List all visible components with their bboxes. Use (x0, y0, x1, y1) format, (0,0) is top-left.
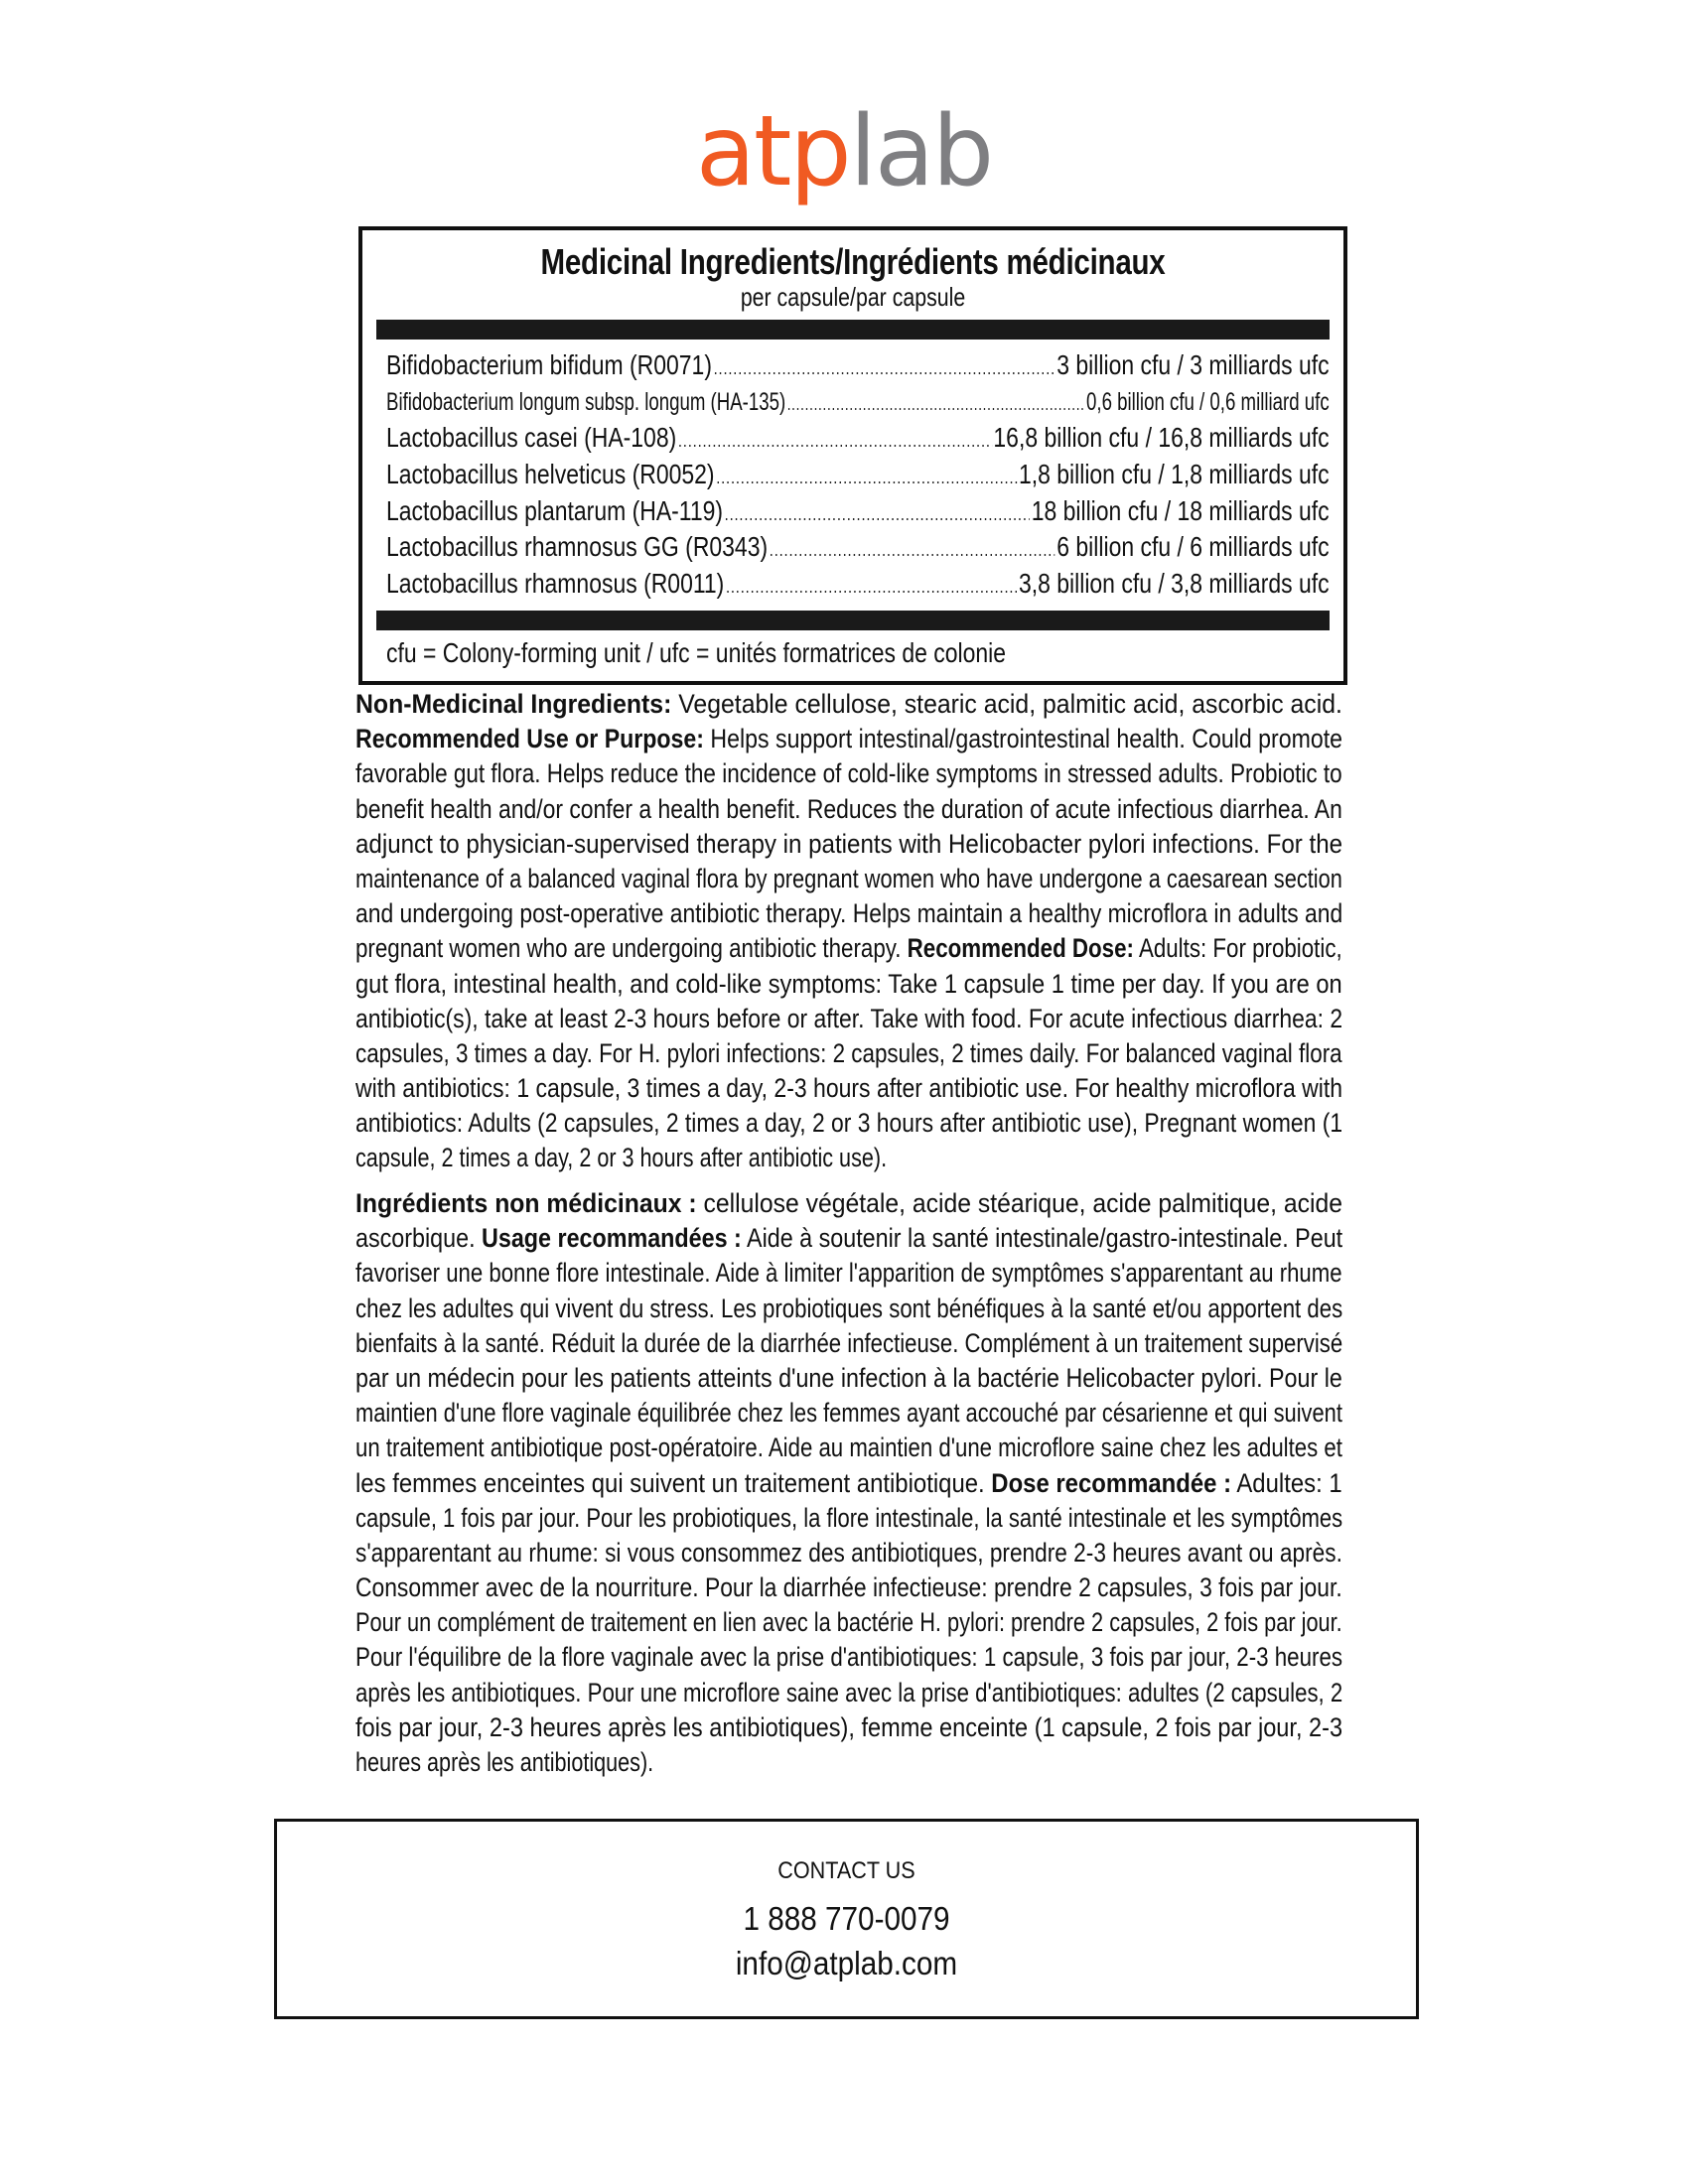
divider-bar-top (376, 320, 1330, 340)
logo-atp: atp (695, 95, 850, 208)
text-line: pregnant women who are undergoing antibiotic therapy. (355, 933, 908, 964)
dot-leader (787, 386, 1085, 422)
ingredient-row (386, 493, 1330, 530)
recommended-use-label: Recommended Use or Purpose: (355, 724, 704, 754)
text-line: Pour l'équilibre de la flore vaginale avec la prise d'antibiotiques: 1 capsule, 3 fois par jour, 2-3 heures (355, 1642, 1343, 1673)
recommended-use-label-fr: Usage recommandées : (482, 1223, 742, 1254)
text-line: adjunct to physician-supervised therapy in patients with Helicobacter pylori infections. For the (355, 828, 1343, 859)
ingredient-row (386, 457, 1330, 493)
non-medicinal-text: Vegetable cellulose, stearic acid, palmitic acid, ascorbic acid. (671, 689, 1342, 719)
text-line: heures après les antibiotiques). (355, 1747, 654, 1777)
dose-text: Adults: For probiotic, (1133, 933, 1342, 964)
ingredient-name: Lactobacillus helveticus (R0052) (386, 459, 715, 490)
dot-leader (714, 350, 1055, 386)
text-line: maintenance of a balanced vaginal flora by pregnant women who have undergone a caesarean section (355, 863, 1342, 893)
dot-leader (716, 460, 1017, 495)
ingredient-name: Bifidobacterium longum subsp. longum (HA-135) (386, 387, 786, 416)
medicinal-ingredients-panel (358, 226, 1347, 685)
text-line: s'apparentant au rhume: si vous consommez des antibiotiques, prendre 2-3 heures avant ou après. (355, 1537, 1342, 1568)
text-line: chez les adultes qui vivent du stress. Les probiotiques sont bénéfiques à la santé et/ou apportent des (355, 1293, 1343, 1323)
text-line: capsule, 1 fois par jour. Pour les probiotiques, la flore intestinale, la santé intestinale et les symptômes (355, 1502, 1343, 1533)
ingredient-amount: 16,8 billion cfu / 16,8 milliards ufc (993, 422, 1330, 454)
non-medicinal-text-fr: cellulose végétale, acide stéarique, acide palmitique, acide (696, 1188, 1342, 1218)
text-line: après les antibiotiques. Pour une microflore saine avec la prise d'antibiotiques: adultes (2 capsules, 2 (355, 1677, 1343, 1707)
non-medicinal-label: Non-Medicinal Ingredients: (355, 689, 672, 719)
text-line: Consommer avec de la nourriture. Pour la diarrhée infectieuse: prendre 2 capsules, 3 fois par jour. (355, 1572, 1342, 1603)
french-directions (355, 1186, 1342, 1780)
dose-text-fr: Adultes: 1 (1231, 1467, 1342, 1498)
ingredient-name: Lactobacillus plantarum (HA-119) (386, 494, 724, 526)
contact-phone[interactable]: 1 888 770-0079 (743, 1900, 950, 1937)
text-line: and undergoing post-operative antibiotic therapy. Helps maintain a healthy microflora in adults and (355, 898, 1343, 929)
text-line: capsule, 2 times a day, 2 or 3 hours after antibiotic use). (355, 1143, 888, 1173)
recommended-use-text-fr: Aide à soutenir la santé intestinale/gastro-intestinale. Peut (741, 1223, 1343, 1254)
text-line: les femmes enceintes qui suivent un traitement antibiotique. (355, 1467, 992, 1498)
recommended-dose-label-fr: Dose recommandée : (991, 1467, 1232, 1498)
ingredient-amount: 3,8 billion cfu / 3,8 milliards ufc (1018, 568, 1330, 600)
text-line: favoriser une bonne flore intestinale. Aide à limiter l'apparition de symptômes s'apparentant au rhume (355, 1258, 1342, 1289)
ingredient-row (386, 347, 1330, 384)
dot-leader (726, 569, 1017, 605)
ingredient-row (386, 529, 1330, 566)
ingredient-amount: 1,8 billion cfu / 1,8 milliards ufc (1018, 459, 1330, 490)
ingredient-row (386, 384, 1330, 421)
ingredient-amount: 3 billion cfu / 3 milliards ufc (1056, 349, 1330, 380)
recommended-use-text: Helps support intestinal/gastrointestinal health. Could promote (703, 724, 1343, 754)
non-medicinal-label-fr: Ingrédients non médicinaux : (355, 1188, 697, 1218)
ingredient-amount: 6 billion cfu / 6 milliards ufc (1056, 531, 1330, 563)
text-line: antibiotic(s), take at least 2-3 hours before or after. Take with food. For acute infectious diarrhea: 2 (355, 1003, 1343, 1033)
divider-bar-bottom (376, 611, 1330, 630)
text-line: fois par jour, 2-3 heures après les antibiotiques), femme enceinte (1 capsule, 2 fois par jour, 2-3 (355, 1711, 1343, 1742)
text-line: maintien d'une flore vaginale équilibrée chez les femmes ayant accouché par césarienne et qui suivent (355, 1398, 1342, 1429)
text-line: capsules, 3 times a day. For H. pylori infections: 2 capsules, 2 times daily. For balanced vaginal flora (355, 1037, 1342, 1068)
text-line: with antibiotics: 1 capsule, 3 times a day, 2-3 hours after antibiotic use. For healthy microflora with (355, 1073, 1343, 1104)
text-line: bienfaits à la santé. Réduit la durée de la diarrhée infectieuse. Complément à un traitement supervisé (355, 1327, 1343, 1358)
text-line: ascorbique. (355, 1223, 483, 1254)
text-line: Pour un complément de traitement en lien avec la bactérie H. pylori: prendre 2 capsules, 2 fois par jour. (355, 1607, 1342, 1638)
dot-leader (770, 532, 1055, 568)
panel-subtitle: per capsule/par capsule (740, 282, 966, 312)
ingredient-name: Bifidobacterium bifidum (R0071) (386, 349, 712, 380)
panel-title: Medicinal Ingredients/Ingrédients médicinaux (540, 241, 1166, 282)
ingredient-name: Lactobacillus casei (HA-108) (386, 422, 677, 454)
dot-leader (725, 496, 1030, 532)
ingredient-name: Lactobacillus rhamnosus GG (R0343) (386, 531, 769, 563)
text-line: antibiotics: Adults (2 capsules, 2 times a day, 2 or 3 hours after antibiotic use), Pregnant women (1 (355, 1108, 1343, 1139)
contact-panel (274, 1819, 1419, 2019)
brand-logo (0, 97, 1688, 206)
ingredient-name: Lactobacillus rhamnosus (R0011) (386, 568, 725, 600)
text-line: un traitement antibiotique post-opératoire. Aide au maintien d'une microflore saine chez les adultes et (355, 1433, 1342, 1463)
english-directions (355, 687, 1342, 1176)
contact-email[interactable]: info@atplab.com (735, 1945, 958, 1981)
ingredient-list (386, 347, 1330, 603)
text-line: favorable gut flora. Helps reduce the incidence of cold-like symptoms in stressed adults. Probiotic to (355, 758, 1342, 789)
ingredient-amount: 18 billion cfu / 18 milliards ufc (1031, 494, 1330, 526)
contact-heading: CONTACT US (777, 1857, 915, 1884)
ingredient-row (386, 566, 1330, 603)
ingredient-amount: 0,6 billion cfu / 0,6 milliard ufc (1086, 387, 1330, 416)
text-line: benefit health and/or confer a health benefit. Reduces the duration of acute infectious diarrhea. An (355, 793, 1342, 824)
text-line: gut flora, intestinal health, and cold-like symptoms: Take 1 capsule 1 time per day. If you are on (355, 968, 1342, 999)
dot-leader (678, 423, 992, 459)
logo-lab: lab (849, 95, 993, 208)
ingredient-row (386, 420, 1330, 457)
cfu-footnote: cfu = Colony-forming unit / ufc = unités formatrices de colonie (386, 637, 1007, 668)
recommended-dose-label: Recommended Dose: (907, 933, 1134, 964)
text-line: par un médecin pour les patients atteints d'une infection à la bactérie Helicobacter pylori. Pour le (355, 1362, 1342, 1393)
